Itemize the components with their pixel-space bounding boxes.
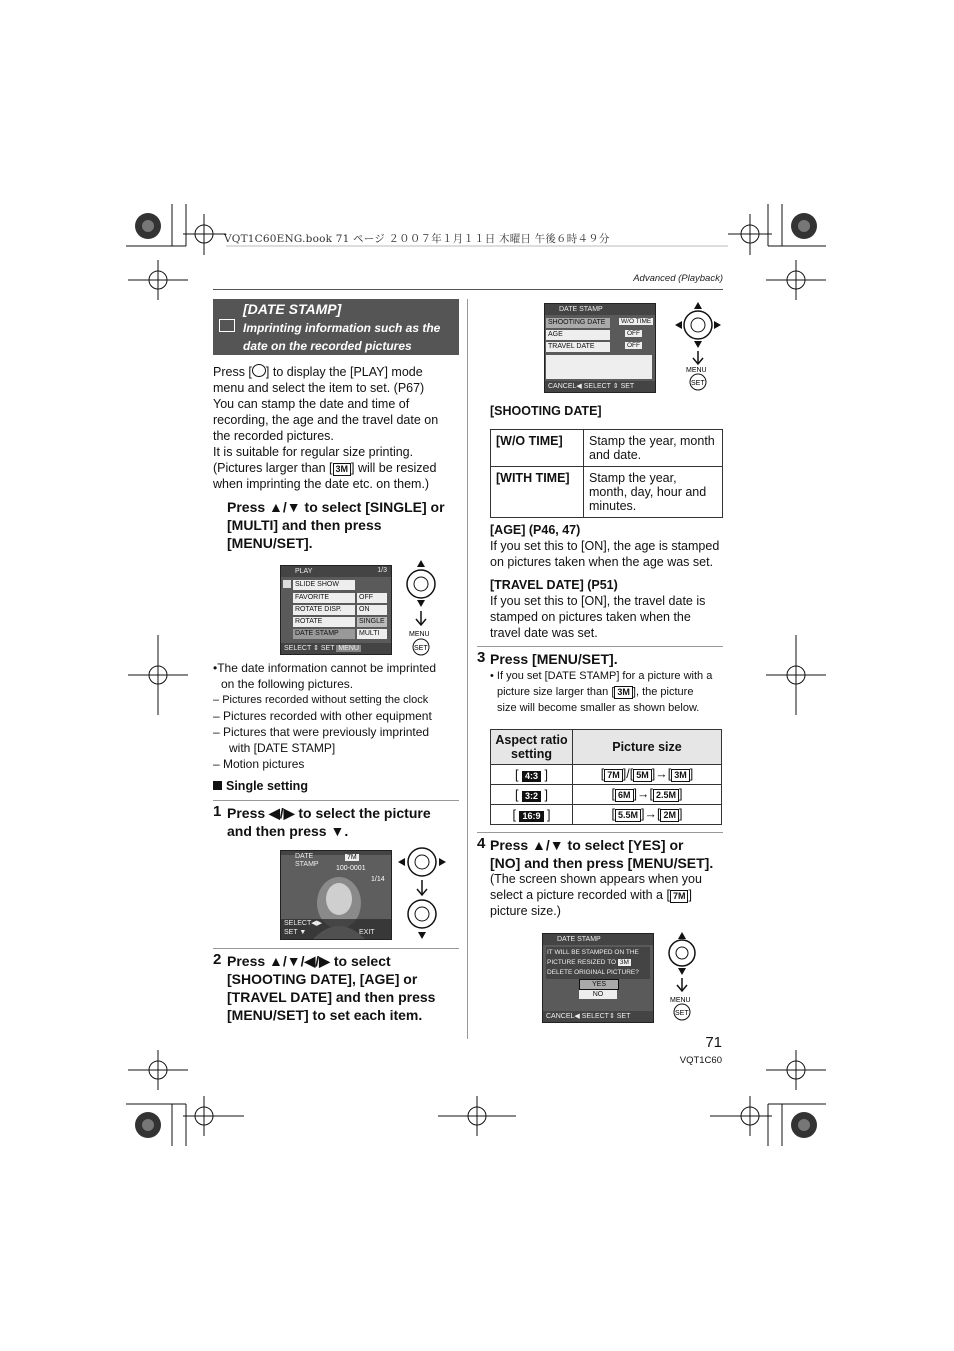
step-select-single-multi	[227, 498, 463, 552]
play-menu-title: PLAY	[281, 566, 391, 577]
section-banner	[213, 299, 459, 355]
menu-item-rotate	[293, 617, 355, 627]
note-text: picture size.)	[490, 904, 561, 918]
footer-text: SELECT ⇕ SET	[284, 645, 335, 652]
intro-line: the recorded pictures.	[213, 429, 334, 443]
option-cell: [W/O TIME]	[491, 430, 584, 467]
step-number: 3	[477, 649, 486, 666]
note-text: ]	[688, 888, 692, 902]
square-bullet-icon	[213, 781, 222, 790]
travel-text: travel date was set.	[490, 626, 598, 640]
age-text: on pictures taken when the age was set.	[490, 555, 714, 569]
dash-icon: –	[213, 709, 224, 723]
table-row	[491, 467, 723, 518]
single-setting-heading	[213, 779, 308, 793]
confirm-footer: CANCEL◀ SELECT⇕ SET	[543, 1011, 653, 1022]
menu-item-date-stamp	[293, 629, 355, 639]
menu-item-label: FAVORITE	[295, 594, 330, 601]
step-line: Press ▲/▼ to select [YES] or	[490, 837, 684, 853]
note-text: select a picture recorded with a [	[490, 888, 670, 902]
step-number: 1	[213, 803, 222, 820]
intro-text	[213, 364, 463, 492]
note-text: If you set [DATE STAMP] for a picture with a	[496, 670, 713, 682]
size-icon: 5.5M	[615, 809, 641, 822]
up-arrow-icon	[417, 560, 425, 567]
step-line: [MENU/SET].	[227, 535, 313, 551]
page-number: 71	[705, 1034, 722, 1051]
no-option[interactable]: NO	[579, 990, 617, 999]
size-icon: 2M	[660, 809, 679, 822]
confirm-screen	[542, 933, 654, 1023]
footer-set: SET ▼	[284, 929, 307, 936]
intro-line: ] to display the [PLAY] mode	[265, 365, 423, 379]
intro-line: (Pictures larger than [	[213, 461, 333, 475]
travel-text: stamped on pictures taken when the	[490, 610, 691, 624]
bullet-icon: •	[490, 670, 497, 682]
picture-count: 1/14	[371, 876, 385, 883]
sizes-cell: [ 5.5M ]→[ 2M ]	[573, 805, 722, 825]
table-row	[491, 430, 723, 467]
svg-text:SET: SET	[691, 380, 705, 387]
table-header-row	[491, 730, 722, 765]
description-cell: Stamp the year, month, day, hour and minutes.	[584, 467, 723, 518]
size-7m-icon: 7M	[347, 854, 357, 861]
file-number: 100-0001	[336, 865, 366, 872]
age-section	[490, 522, 726, 570]
aspect-ratio-icon: 4:3	[522, 771, 541, 782]
menu-item-slide-show	[293, 580, 355, 590]
divider	[477, 646, 723, 647]
size-icon: 7M	[604, 769, 623, 782]
date-stamp-footer: CANCEL◀ SELECT ⇕ SET	[545, 381, 655, 392]
photo-select-screen	[280, 850, 392, 940]
note-text: The date information cannot be imprinted	[217, 661, 436, 675]
sizes-cell: [ 6M ]→[ 2.5M ]	[573, 785, 722, 805]
size-3m-icon: 3M	[614, 686, 633, 699]
step-number: 2	[213, 951, 222, 968]
menu-item-rotate-disp	[293, 605, 355, 615]
cursor-pad-up-down-icon	[668, 930, 698, 1022]
option-cell: [WITH TIME]	[491, 467, 584, 518]
dash-icon: –	[213, 757, 224, 771]
column-divider	[467, 299, 468, 1039]
step-number: 4	[477, 835, 486, 852]
step-select-picture	[227, 804, 463, 840]
intro-line: ] will be resized	[351, 461, 437, 475]
menu-label: MENU	[409, 631, 430, 638]
menu-item-value: ON	[357, 605, 387, 615]
intro-line: It is suitable for regular size printing.	[213, 445, 414, 459]
table-row	[491, 765, 722, 785]
note-item: Motion pictures	[223, 757, 305, 771]
size-icon: 5M	[633, 769, 652, 782]
cursor-pad-4way-icon	[674, 300, 722, 392]
note-item: Pictures recorded with other equipment	[223, 709, 432, 723]
play-tab-icon	[283, 580, 291, 588]
photo-footer	[281, 919, 392, 939]
intro-line: You can stamp the date and time of	[213, 397, 410, 411]
step-line: [TRAVEL DATE] and then press	[227, 989, 436, 1005]
note-item: Pictures recorded without setting the clock	[222, 694, 429, 706]
menu-row-value: OFF	[627, 330, 640, 337]
travel-text: If you set this to [ON], the travel date is	[490, 594, 706, 608]
svg-text:MENU: MENU	[686, 367, 707, 374]
yes-option[interactable]: YES	[579, 979, 619, 990]
cursor-pad-icon	[400, 558, 444, 656]
date-stamp-menu-screen	[544, 303, 656, 393]
size-7m-icon: 7M	[670, 890, 689, 903]
menu-item-favorite	[293, 593, 355, 603]
section-label: Advanced (Playback)	[633, 273, 723, 284]
step-line: Press ▲/▼/◀/▶ to select	[227, 953, 391, 969]
file-info: VQT1C60ENG.book 71 ページ ２００７年１月１１日 木曜日 午後６時４９分	[224, 233, 610, 245]
step-line: [NO] and then press [MENU/SET].	[490, 855, 714, 871]
intro-line: menu and select the item to set. (P67)	[213, 381, 425, 395]
divider	[477, 832, 723, 833]
menu-button-icon	[252, 364, 266, 377]
step-line: [MULTI] and then press	[227, 517, 382, 533]
size-3m-icon: 3M	[333, 463, 352, 476]
aspect-ratio-icon: 3:2	[522, 791, 541, 802]
svg-text:MENU: MENU	[670, 997, 691, 1004]
banner-title: [DATE STAMP]	[243, 301, 342, 317]
dash-icon: –	[213, 694, 223, 706]
ratio-cell: [ 16:9 ]	[491, 805, 573, 825]
intro-line: when imprinting the date etc. on them.)	[213, 477, 430, 491]
menu-row-age: AGE	[546, 330, 610, 340]
step-select-items	[227, 952, 463, 1024]
size-icon: 6M	[615, 789, 634, 802]
header-aspect-ratio: Aspect ratio setting	[491, 730, 573, 765]
picture-size-table	[490, 729, 722, 825]
dash-icon: –	[213, 725, 224, 739]
photo-screen-title: DATE STAMP	[295, 853, 319, 868]
step-press-menu-set: Press [MENU/SET].	[490, 651, 618, 667]
menu-row-value: W/O TIME	[621, 318, 652, 325]
play-menu-screen	[280, 565, 392, 655]
menu-row-value: OFF	[627, 342, 640, 349]
ratio-cell: [ 3:2 ]	[491, 785, 573, 805]
note-text: (The screen shown appears when you	[490, 872, 702, 886]
note-text: picture size larger than [	[497, 686, 615, 698]
menu-item-label: SLIDE SHOW	[295, 581, 339, 588]
size-3m-icon: 3M	[619, 959, 629, 966]
note-text: on the following pictures.	[221, 677, 354, 691]
cursor-pad-left-right-icon	[396, 846, 448, 944]
note-text: ], the picture	[632, 686, 694, 698]
bullet-icon: •	[213, 661, 218, 675]
banner-subtitle: Imprinting information such as the date on the recorded pictures	[243, 321, 441, 353]
footer-menu: MENU	[338, 645, 359, 652]
restriction-notes	[213, 660, 436, 772]
confirm-title: DATE STAMP	[543, 934, 653, 945]
table-row	[491, 805, 722, 825]
travel-heading: [TRAVEL DATE] (P51)	[490, 578, 618, 592]
step-line: [MENU/SET] to set each item.	[227, 1007, 423, 1023]
exit-label: EXIT	[359, 929, 375, 936]
divider	[213, 800, 459, 801]
menu-item-label: ROTATE	[295, 618, 323, 625]
menu-row-travel-date: TRAVEL DATE	[546, 342, 610, 352]
note-text: size will become smaller as shown below.	[497, 702, 700, 714]
menu-item-value: SINGLE	[357, 617, 387, 627]
menu-row-shooting-date: SHOOTING DATE	[546, 318, 610, 328]
play-menu-footer	[281, 643, 391, 654]
size-icon: 2.5M	[653, 789, 679, 802]
step-select-yes-no	[490, 836, 726, 872]
age-heading: [AGE] (P46, 47)	[490, 523, 581, 537]
menu-blank-area	[546, 355, 652, 379]
message-line: IT WILL BE STAMPED ON THE	[547, 949, 639, 956]
menu-item-value: OFF	[357, 593, 387, 603]
divider	[213, 948, 459, 949]
step-line: and then press ▼.	[227, 823, 349, 839]
header-rule	[213, 289, 723, 290]
note-item: with [DATE STAMP]	[229, 741, 336, 755]
svg-text:SET: SET	[675, 1010, 689, 1017]
confirm-message	[546, 947, 650, 979]
shooting-date-heading: [SHOOTING DATE]	[490, 404, 602, 418]
step-line: [SHOOTING DATE], [AGE] or	[227, 971, 418, 987]
date-stamp-icon	[219, 319, 235, 332]
date-stamp-title: DATE STAMP	[545, 304, 655, 315]
note-item: Pictures that were previously imprinted	[223, 725, 430, 739]
step-line: Press ▲/▼ to select [SINGLE] or	[227, 499, 445, 515]
age-text: If you set this to [ON], the age is stamped	[490, 539, 720, 553]
menu-item-value: MULTI	[357, 629, 387, 639]
doc-code: VQT1C60	[679, 1055, 722, 1066]
shooting-date-table	[490, 429, 723, 518]
step-line: Press ◀/▶ to select the picture	[227, 805, 431, 821]
message-line: DELETE ORIGINAL PICTURE?	[547, 969, 639, 976]
set-label: SET	[414, 645, 428, 652]
step3-note	[490, 668, 726, 716]
header-picture-size: Picture size	[573, 730, 722, 765]
table-row	[491, 785, 722, 805]
play-menu-page: 1/3	[377, 567, 387, 574]
step4-note	[490, 871, 726, 919]
footer-select: SELECT◀▶	[284, 920, 322, 927]
intro-line: recording, the age and the travel date on	[213, 413, 439, 427]
message-line: PICTURE RESIZED TO	[547, 959, 617, 966]
sizes-cell: [ 7M ]/[ 5M ]→[ 3M ]	[573, 765, 722, 785]
menu-item-label: ROTATE DISP.	[295, 606, 342, 613]
single-setting-text: Single setting	[226, 779, 308, 793]
down-arrow-icon	[417, 600, 425, 607]
aspect-ratio-icon: 16:9	[519, 811, 543, 822]
travel-section	[490, 577, 726, 641]
menu-item-label: DATE STAMP	[295, 630, 339, 637]
intro-line: Press [	[213, 365, 252, 379]
description-cell: Stamp the year, month and date.	[584, 430, 723, 467]
ratio-cell: [ 4:3 ]	[491, 765, 573, 785]
size-icon: 3M	[671, 769, 690, 782]
